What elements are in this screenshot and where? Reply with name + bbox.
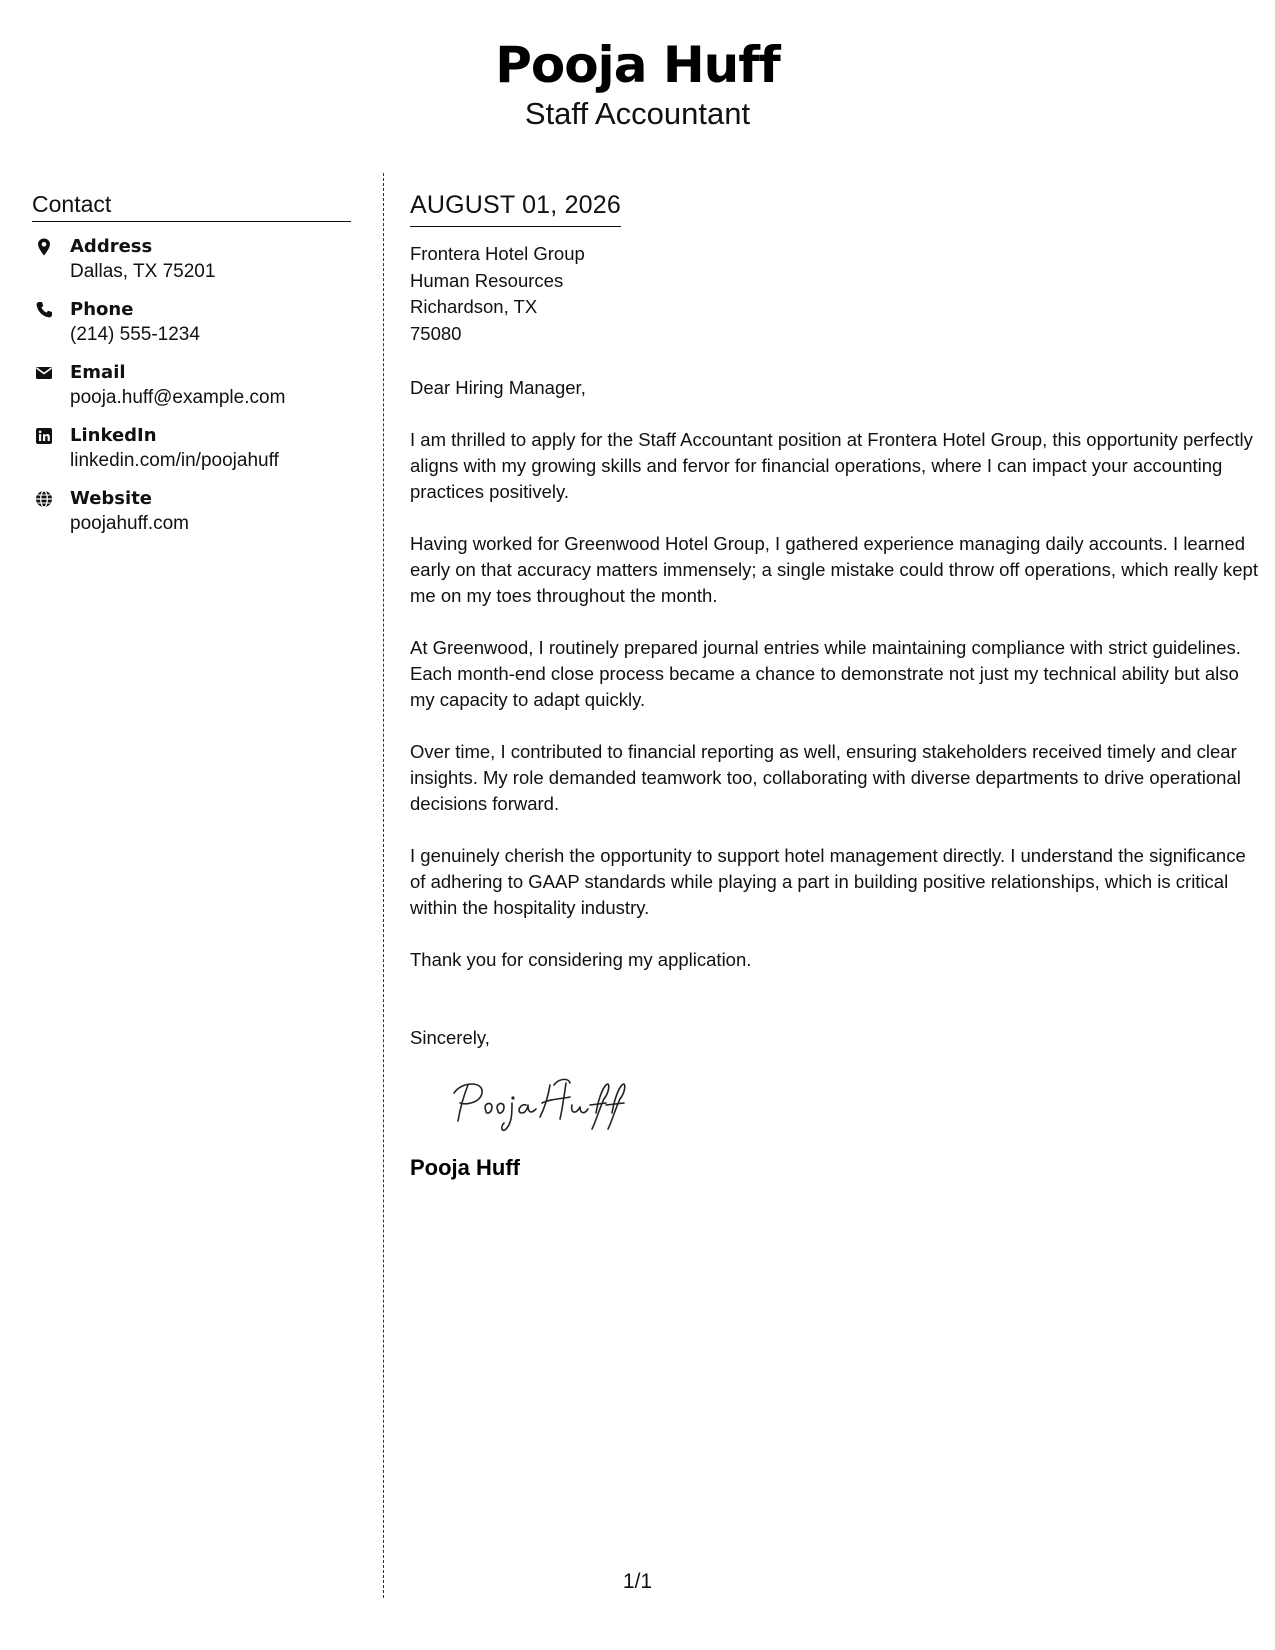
contact-email [32, 360, 351, 423]
signature [446, 1073, 646, 1133]
contact-value: linkedin.com/in/poojahuff [70, 450, 279, 471]
contact-value: (214) 555-1234 [70, 324, 200, 345]
salutation: Dear Hiring Manager, [410, 377, 586, 398]
contact-linkedin [32, 423, 351, 486]
column-divider [383, 173, 384, 1598]
contact-phone [32, 297, 351, 360]
linkedin-icon [34, 426, 54, 446]
signer-name: Pooja Huff [410, 1155, 520, 1180]
contact-heading: Contact [32, 190, 351, 222]
recipient-line: Human Resources [410, 269, 564, 291]
contact-website [32, 486, 351, 549]
contact-value: poojahuff.com [70, 513, 190, 534]
contact-label: Email [70, 362, 126, 383]
phone-icon [34, 300, 54, 320]
applicant-title: Staff Accountant [524, 96, 751, 131]
recipient-line: Frontera Hotel Group [410, 243, 585, 264]
globe-icon [34, 489, 54, 509]
letter-paragraph: Over time, I contributed to financial reporting as well, ensuring stakeholders received timely and clear insights. My role demanded teamwork too, collaborating with diverse departments to drive operational decisions forward. [410, 741, 1241, 814]
contact-label: LinkedIn [70, 425, 157, 446]
letter-paragraph: Having worked for Greenwood Hotel Group, I gathered experience managing daily accounts. I learned early on that accuracy matters immensely; a single mistake could throw off operations, which really kept me on my toes throughout the month. [410, 533, 1258, 606]
letter-paragraph: I am thrilled to apply for the Staff Accountant position at Frontera Hotel Group, this opportunity perfectly aligns with my growing skills and fervor for financial operations, where I can impact your accounting practices positively. [410, 429, 1253, 502]
applicant-name: Pooja Huff [495, 36, 780, 94]
letter-paragraph: At Greenwood, I routinely prepared journal entries while maintaining compliance with strict guidelines. Each month-end close process became a chance to demonstrate not just my technical ability but also my capacity to adapt quickly. [410, 637, 1241, 710]
page-number: 1/1 [622, 1570, 653, 1593]
letter-header [0, 34, 1275, 132]
contact-value: Dallas, TX 75201 [70, 261, 216, 282]
contact-sidebar [32, 190, 351, 549]
contact-label: Phone [70, 299, 134, 320]
envelope-icon [34, 363, 54, 383]
contact-label: Website [70, 488, 153, 509]
contact-list [32, 234, 351, 549]
letter-paragraph: I genuinely cherish the opportunity to support hotel management directly. I understand the significance of adhering to GAAP standards while playing a part in building positive relationships, which is critical within the hospitality industry. [410, 845, 1246, 918]
recipient-address [410, 241, 1260, 347]
map-pin-icon [34, 237, 54, 257]
letter-body [410, 190, 1260, 1182]
letter-paragraph: Thank you for considering my application. [410, 949, 752, 970]
recipient-line: 75080 [410, 322, 462, 344]
letter-date: AUGUST 01, 2026 [410, 190, 621, 227]
contact-address [32, 234, 351, 297]
contact-label: Address [70, 236, 153, 257]
contact-value: pooja.huff@example.com [70, 387, 286, 408]
closing: Sincerely, [410, 1027, 490, 1048]
recipient-line: Richardson, TX [410, 296, 538, 317]
